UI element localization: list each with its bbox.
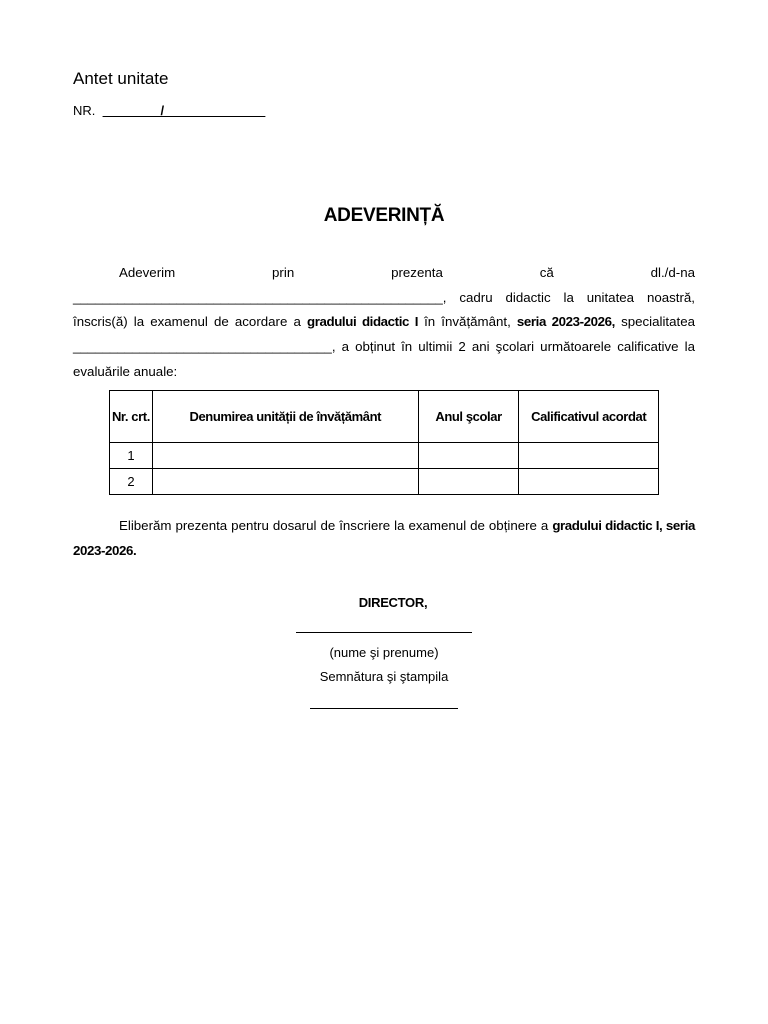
row-number: 1: [110, 443, 153, 469]
registration-number: [73, 103, 265, 118]
table-header-row: [110, 391, 659, 443]
degree-label: gradului didactic I: [306, 314, 418, 330]
specialty-blank-field: ___________________________________: [73, 339, 332, 355]
p2-degree-series: gradului didactic I, seria 2023-2026.: [73, 518, 695, 558]
director-label: DIRECTOR,: [358, 595, 428, 610]
p2-text-1: Eliberăm prezenta pentru dosarul de înscriere la examenul de obținere a: [119, 518, 549, 533]
ratings-table: [109, 390, 659, 495]
stamp-hint: Semnătura şi ştampila: [319, 669, 449, 684]
document-title: ADEVERINȚĂ: [323, 205, 445, 226]
issuance-paragraph: [73, 514, 695, 563]
table-row: [110, 443, 659, 469]
certificate-paragraph: [73, 261, 695, 385]
nr-label: NR.: [73, 103, 96, 118]
unit-header: Antet unitate: [73, 69, 169, 88]
signature-line: [310, 708, 458, 709]
p1-text-4: specialitatea: [621, 314, 695, 330]
unit-name-cell: [152, 469, 418, 495]
p1-text-5: , a obținut în ultimii 2 ani şcolari următoarele calificative la evaluările anuale:: [73, 339, 695, 379]
school-year-cell: [418, 443, 519, 469]
rating-cell: [519, 443, 659, 469]
school-year-cell: [418, 469, 519, 495]
row-number: 2: [110, 469, 153, 495]
p1-text-2: , cadru didactic la unitatea noastră, înscris(ă) la examenul de acordare a: [73, 289, 695, 330]
name-blank-field: __________________________________________________: [73, 289, 443, 305]
header-rating: Calificativul acordat: [519, 391, 659, 443]
header-nr-crt: Nr. crt.: [110, 391, 153, 443]
rating-cell: [519, 469, 659, 495]
director-name-line: [296, 632, 472, 633]
table-row: [110, 469, 659, 495]
p1-text-1: Adeverim prin prezenta că dl./d-na: [119, 265, 695, 280]
header-unit-name: Denumirea unității de învățământ: [152, 391, 418, 443]
nr-blank-field: ________/______________: [102, 103, 266, 118]
series-label: seria 2023-2026,: [516, 314, 615, 330]
header-school-year: Anul şcolar: [418, 391, 519, 443]
unit-name-cell: [152, 443, 418, 469]
p1-text-3: în învățământ,: [424, 314, 511, 330]
name-hint: (nume şi prenume): [329, 645, 439, 660]
